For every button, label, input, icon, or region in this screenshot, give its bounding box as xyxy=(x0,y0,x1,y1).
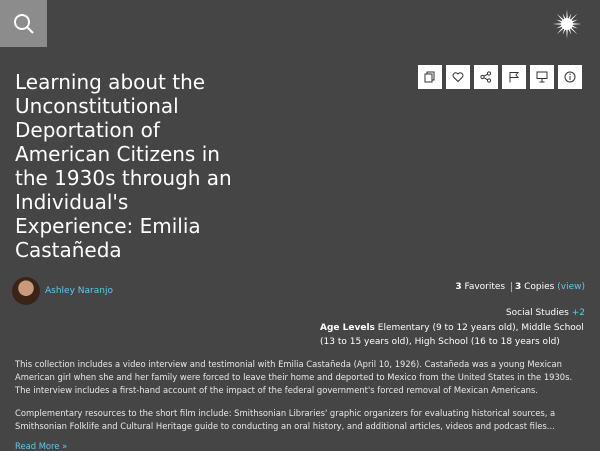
search-button[interactable] xyxy=(0,0,47,47)
copy-button[interactable] xyxy=(418,65,442,89)
favorites-count: 3 xyxy=(455,282,462,292)
subject-tags xyxy=(506,308,585,318)
copies-label: Copies xyxy=(524,282,555,292)
collection-title: Learning about the Unconstitutional Deportation of American Citizens in the 1930s through an Individual's Experience: Emilia Castañeda xyxy=(15,70,232,262)
collection-stats xyxy=(455,282,585,292)
presentation-icon xyxy=(536,71,548,83)
share-button[interactable] xyxy=(474,65,498,89)
present-button[interactable] xyxy=(530,65,554,89)
share-icon xyxy=(480,71,492,83)
more-subjects-link[interactable]: +2 xyxy=(571,308,585,318)
info-button[interactable] xyxy=(558,65,582,89)
info-icon xyxy=(564,71,576,83)
avatar[interactable] xyxy=(12,277,40,305)
age-levels-label: Age Levels xyxy=(320,323,375,333)
search-icon xyxy=(13,13,35,35)
age-levels-values: Elementary (9 to 12 years old), Middle School (13 to 15 years old), High School (16 to 18 years old) xyxy=(320,323,584,347)
heart-icon xyxy=(452,71,464,83)
report-button[interactable] xyxy=(502,65,526,89)
age-levels xyxy=(320,321,585,349)
flag-icon xyxy=(508,71,520,83)
copy-icon xyxy=(424,71,436,83)
description-paragraph-1: This collection includes a video interview and testimonial with Emilia Castañeda (April 10, 1926). Castañeda was a young Mexican American girl when she and her family were forced to leave their home and deported to Mexico from the United States in the 1930s. The interview includes a first-hand account of the impact of the federal government's forced removal of Mexican Americans. xyxy=(15,359,573,395)
read-more-link[interactable]: Read More » xyxy=(15,441,68,451)
collection-toolbar xyxy=(418,65,582,89)
author-link[interactable] xyxy=(12,277,113,305)
description-paragraph-2: Complementary resources to the short film include: Smithsonian Libraries' graphic organizers for evaluating historical sources, a Smithsonian Folklife and Cultural Heritage guide to conducting an oral history, and additional articles, videos and podcast files... xyxy=(15,408,556,431)
view-copies-link[interactable]: (view) xyxy=(557,282,585,292)
favorites-label: Favorites xyxy=(464,282,506,292)
copies-count: 3 xyxy=(515,282,522,292)
smithsonian-sunburst-logo[interactable] xyxy=(552,9,582,39)
subject-label[interactable]: Social Studies xyxy=(505,308,569,318)
author-name[interactable]: Ashley Naranjo xyxy=(45,286,113,296)
favorite-button[interactable] xyxy=(446,65,470,89)
